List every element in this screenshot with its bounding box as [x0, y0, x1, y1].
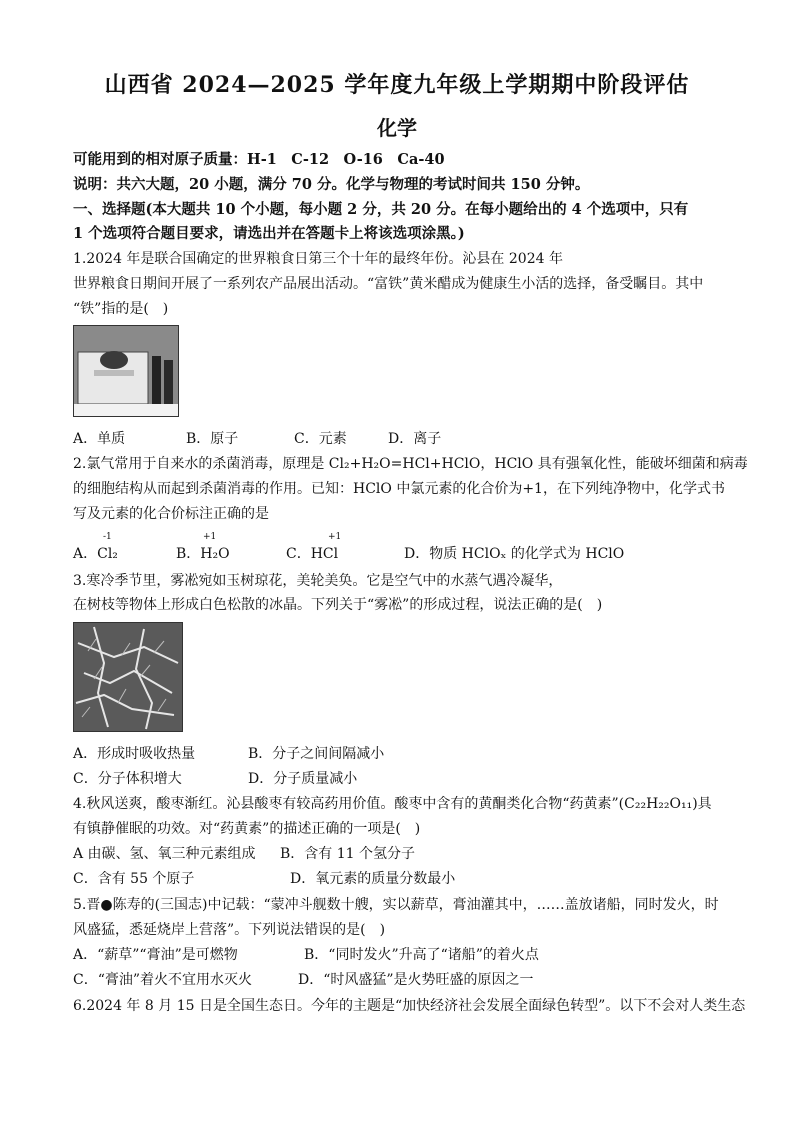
q3-stem-line2: 在树枝等物体上形成白色松散的冰晶。下列关于“雾凇”的形成过程，说法正确的是( ): [73, 597, 603, 613]
page-title: 山西省 2024—2025 学年度九年级上学期期中阶段评估: [104, 72, 690, 98]
q3-stem-line1: 3.寒冷季节里，雾凇宛如玉树琼花，美轮美奂。它是空气中的水蒸气遇冷凝华，: [73, 573, 563, 589]
q4-option-b: B．含有 11 个氢分子: [280, 846, 416, 862]
q1-stem-line3: “铁”指的是( ): [73, 301, 169, 317]
q3-option-b: B．分子之间间隔减小: [248, 746, 385, 762]
q3-option-a: A．形成时吸收热量: [73, 746, 196, 762]
q5-option-c: C．“膏油”着火不宜用水灭火: [73, 972, 253, 988]
q2-valence-b: +1: [203, 532, 217, 542]
q4-option-d: D．氧元素的质量分数最小: [290, 871, 456, 887]
q1-option-a: A．单质: [73, 431, 126, 447]
q5-option-d: D．“时风盛猛”是火势旺盛的原因之一: [298, 972, 534, 988]
q2-stem-line1: 2.氯气常用于自来水的杀菌消毒，原理是 Cl₂+H₂O=HCl+HClO，HClO 具有强氧化性，能破坏细菌和病毒: [73, 456, 748, 472]
instructions: 说明：共六大题，20 小题，满分 70 分。化学与物理的考试时间共 150 分钟。: [73, 176, 590, 193]
q4-stem-line1: 4.秋风送爽，酸枣渐红。沁县酸枣有较高药用价值。酸枣中含有的黄酮类化合物“药黄素”(C₂₂H₂₂O₁₁)具: [73, 796, 712, 812]
rime-frost-photo: [73, 622, 183, 732]
q2-stem-line2: 的细胞结构从而起到杀菌消毒的作用。已知：HClO 中氯元素的化合价为+1，在下列纯净物中，化学式书: [73, 481, 725, 497]
q2-option-b: B．H₂O: [176, 546, 230, 562]
q5-option-a: A．“薪草”“膏油”是可燃物: [73, 947, 238, 963]
q4-stem-line2: 有镇静催眠的功效。对“药黄素”的描述正确的一项是( ): [73, 821, 421, 837]
q2-valence-a: -1: [103, 532, 112, 542]
atomic-masses: 可能用到的相对原子质量：H-1 C-12 O-16 Ca-40: [73, 151, 445, 168]
section-heading-line1: 一、选择题(本大题共 10 个小题，每小题 2 分，共 20 分。在每小题给出的 4 个选项中，只有: [73, 201, 689, 218]
q1-stem-line2: 世界粮食日期间开展了一系列农产品展出活动。“富铁”黄米醋成为健康生小活的选择，备受瞩目。其中: [73, 276, 704, 292]
q2-valence-c: +1: [328, 532, 342, 542]
q1-stem-line1: 1.2024 年是联合国确定的世界粮食日第三个十年的最终年份。沁县在 2024 年: [73, 251, 563, 267]
q1-option-c: C．元素: [294, 431, 347, 447]
q1-option-b: B．原子: [186, 431, 239, 447]
q6-stem-line1: 6.2024 年 8 月 15 日是全国生态日。今年的主题是“加快经济社会发展全面绿色转型”。以下不会对人类生态: [73, 998, 746, 1014]
q5-option-b: B．“同时发火”升高了“诸船”的着火点: [304, 947, 539, 963]
q4-option-c: C．含有 55 个原子: [73, 871, 195, 887]
q5-stem-line2: 风盛猛，悉延烧岸上营落”。下列说法错误的是( ): [73, 922, 386, 938]
q2-option-c: C．HCl: [286, 546, 339, 562]
q3-option-d: D．分子质量减小: [248, 771, 358, 787]
q4-option-a: A 由碳、氢、氧三种元素组成: [73, 846, 256, 862]
subject-title: 化学: [377, 116, 417, 140]
q3-option-c: C．分子体积增大: [73, 771, 182, 787]
vinegar-product-photo: [73, 325, 179, 417]
q1-option-d: D．离子: [388, 431, 442, 447]
q2-option-a: A．Cl₂: [73, 546, 118, 562]
q2-stem-line3: 写及元素的化合价标注正确的是: [73, 506, 269, 522]
section-heading-line2: 1 个选项符合题目要求，请选出并在答题卡上将该选项涂黑。): [73, 225, 465, 242]
q5-stem-line1: 5.晋●陈寿的(三国志)中记载：“蒙冲斗舰数十艘，实以薪草，膏油灌其中，……盖放诸船，同时发火，时: [73, 897, 719, 913]
q2-option-d: D．物质 HClOₓ 的化学式为 HClO: [404, 546, 625, 562]
